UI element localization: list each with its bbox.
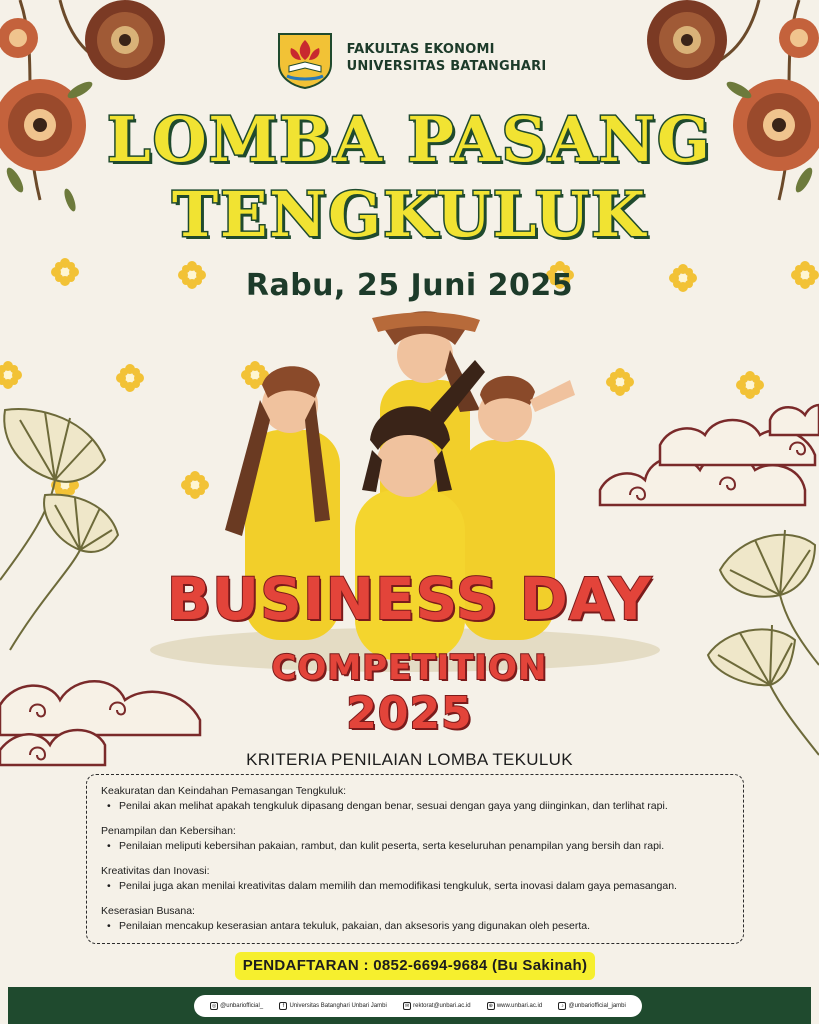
criteria-box [86,774,744,944]
criteria-point: • Penilai akan melihat apakah tengkuluk dipasang dengan benar, sesuai dengan gaya yang diinginkan, dan terlihat rapi. [101,799,729,813]
instagram-icon: ◎ [211,1003,217,1009]
criteria-heading: Keserasian Busana: [101,905,195,917]
tiktok-link[interactable] [558,1002,625,1010]
event-title-line-3: 2025 [346,688,473,739]
tiktok-handle: @unbariofficial_jambi [568,1003,626,1009]
criteria-point: • Penilaian mencakup keserasian antara tekuluk, pakaian, dan aksesoris yang digunakan oleh peserta. [101,919,729,933]
instagram-link[interactable] [210,1002,263,1010]
email-icon: ✉ [405,1003,410,1009]
criteria-item [101,864,729,893]
university-logo-icon [273,26,337,90]
tiktok-icon: ♪ [558,1002,566,1010]
criteria-point: • Penilai juga akan menilai kreativitas dalam memilih dan memodifikasi tengkuluk, serta inovasi dalam gaya pemasangan. [101,879,729,893]
event-title-line-2: COMPETITION [271,648,548,688]
email-address: rektorat@unbari.ac.id [413,1003,471,1009]
faculty-name [347,41,547,75]
criteria-point: • Penilaian meliputi kebersihan pakaian, rambut, dan kulit peserta, serta keseluruhan penampilan yang bersih dan rapi. [101,839,729,853]
event-title-line-1: BUSINESS DAY [166,565,653,633]
facebook-icon: f [279,1002,287,1010]
faculty-line-1: FAKULTAS EKONOMI [346,42,495,57]
footer-bar [8,987,811,1024]
website-url: www.unbari.ac.id [496,1003,543,1009]
main-title-line-2: TENGKULUK [172,178,647,251]
faculty-line-2: UNIVERSITAS BATANGHARI [346,59,547,74]
social-media-bar [194,995,642,1017]
criteria-item [101,784,729,813]
registration-contact: PENDAFTARAN : 0852-6694-9684 (Bu Sakinah) [235,952,595,980]
facebook-name: Universitas Batanghari Unbari Jambi [289,1003,387,1009]
facebook-link[interactable] [279,1002,386,1010]
website-link[interactable] [487,1002,542,1010]
event-date: Rabu, 25 Juni 2025 [245,268,574,303]
main-title-line-1: LOMBA PASANG [106,103,713,176]
criteria-heading: Kreativitas dan Inovasi: [101,865,210,877]
criteria-item [101,824,729,853]
header [0,26,819,90]
criteria-title: KRITERIA PENILAIAN LOMBA TEKULUK [246,750,573,769]
email-link[interactable] [403,1002,470,1010]
instagram-handle: @unbariofficial_ [220,1003,264,1009]
criteria-heading: Penampilan dan Kebersihan: [101,825,236,837]
criteria-heading: Keakuratan dan Keindahan Pemasangan Tengkuluk: [101,785,346,797]
criteria-item [101,904,729,933]
globe-icon: ⊕ [488,1003,493,1009]
